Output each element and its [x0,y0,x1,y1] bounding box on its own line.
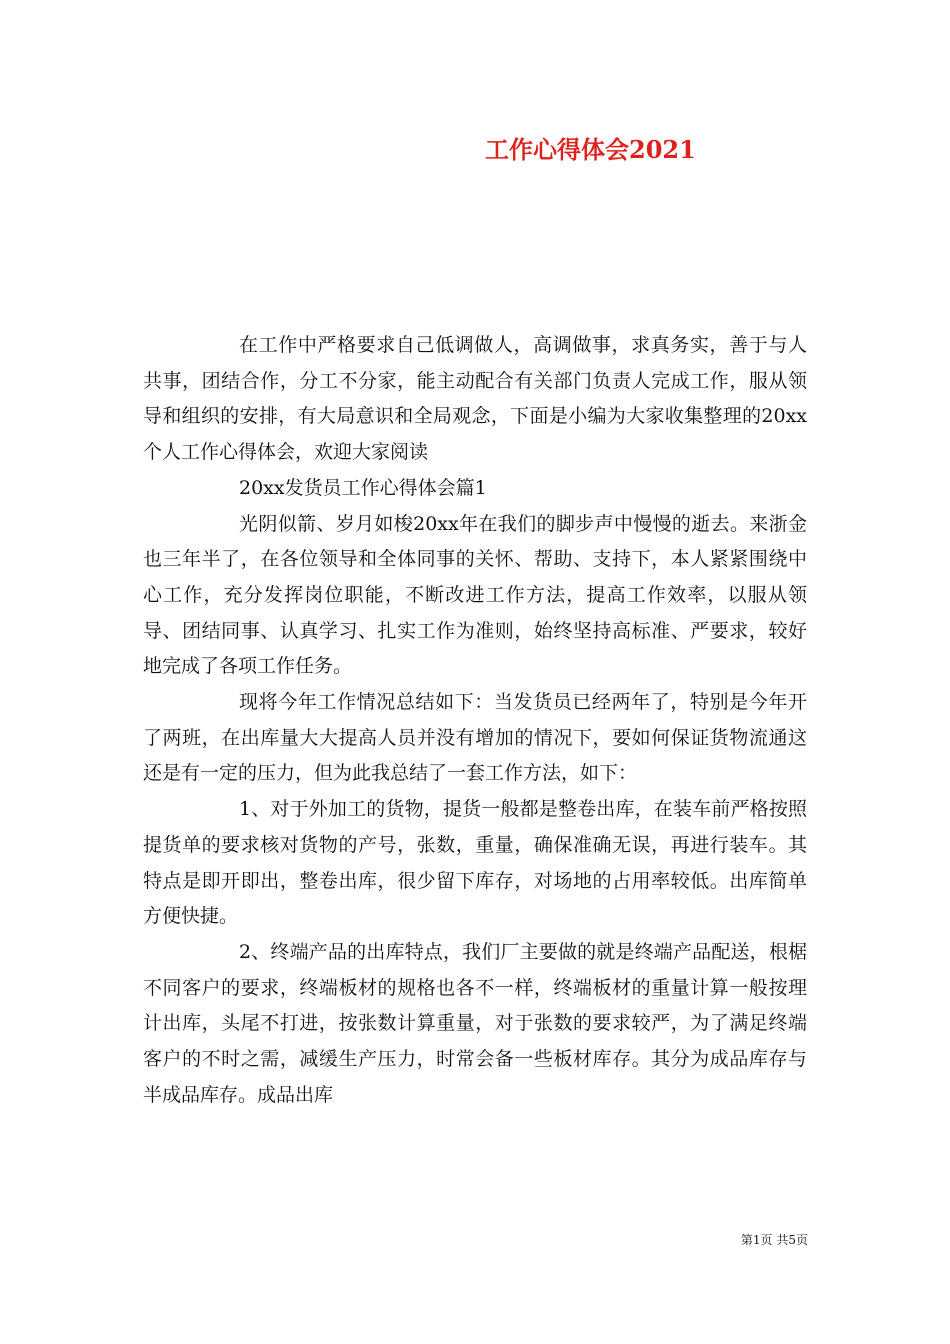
paragraph-4: 2、终端产品的出库特点，我们厂主要做的就是终端产品配送，根椐不同客户的要求，终端板材的规格也各不一样，终端板材的重量计算一般按理计出库，头尾不打进，按张数计算重量，对于张数的要求较严，为了满足终端客户的不时之需，减缓生产压力，时常会备一些板材库存。其分为成品库存与半成品库存。成品出库 [143,940,807,1106]
intro-paragraph: 在工作中严格要求自己低调做人，高调做事，求真务实，善于与人共事，团结合作，分工不分家，能主动配合有关部门负责人完成工作，服从领导和组织的安排，有大局意识和全局观念，下面是小编为大家收集整理的20xx个人工作心得体会，欢迎大家阅读 [143,334,807,464]
paragraph-2: 现将今年工作情况总结如下：当发货员已经两年了，特别是今年开了两班，在出库量大大提高人员并没有增加的情况下，要如何保证货物流通这还是有一定的压力，但为此我总结了一套工作方法，如下： [143,691,807,785]
page-number-footer: 第1页 共5页 [740,1233,808,1247]
document-title: 工作心得体会2021 [485,135,696,164]
document-body [143,328,807,1113]
paragraph-1: 光阴似箭、岁月如梭20xx年在我们的脚步声中慢慢的逝去。来浙金也三年半了，在各位领导和全体同事的关怀、帮助、支持下，本人紧紧围绕中心工作，充分发挥岗位职能，不断改进工作方法，提高工作效率，以服从领导、团结同事、认真学习、扎实工作为准则，始终坚持高标准、严要求，较好地完成了各项工作任务。 [143,512,807,678]
section-title: 20xx发货员工作心得体会篇1 [239,476,487,499]
paragraph-3: 1、对于外加工的货物，提货一般都是整卷出库，在装车前严格按照提货单的要求核对货物的产号，张数，重量，确保准确无误，再进行装车。其特点是即开即出，整卷出库，很少留下库存，对场地的占用率较低。出库简单方便快捷。 [143,798,807,928]
